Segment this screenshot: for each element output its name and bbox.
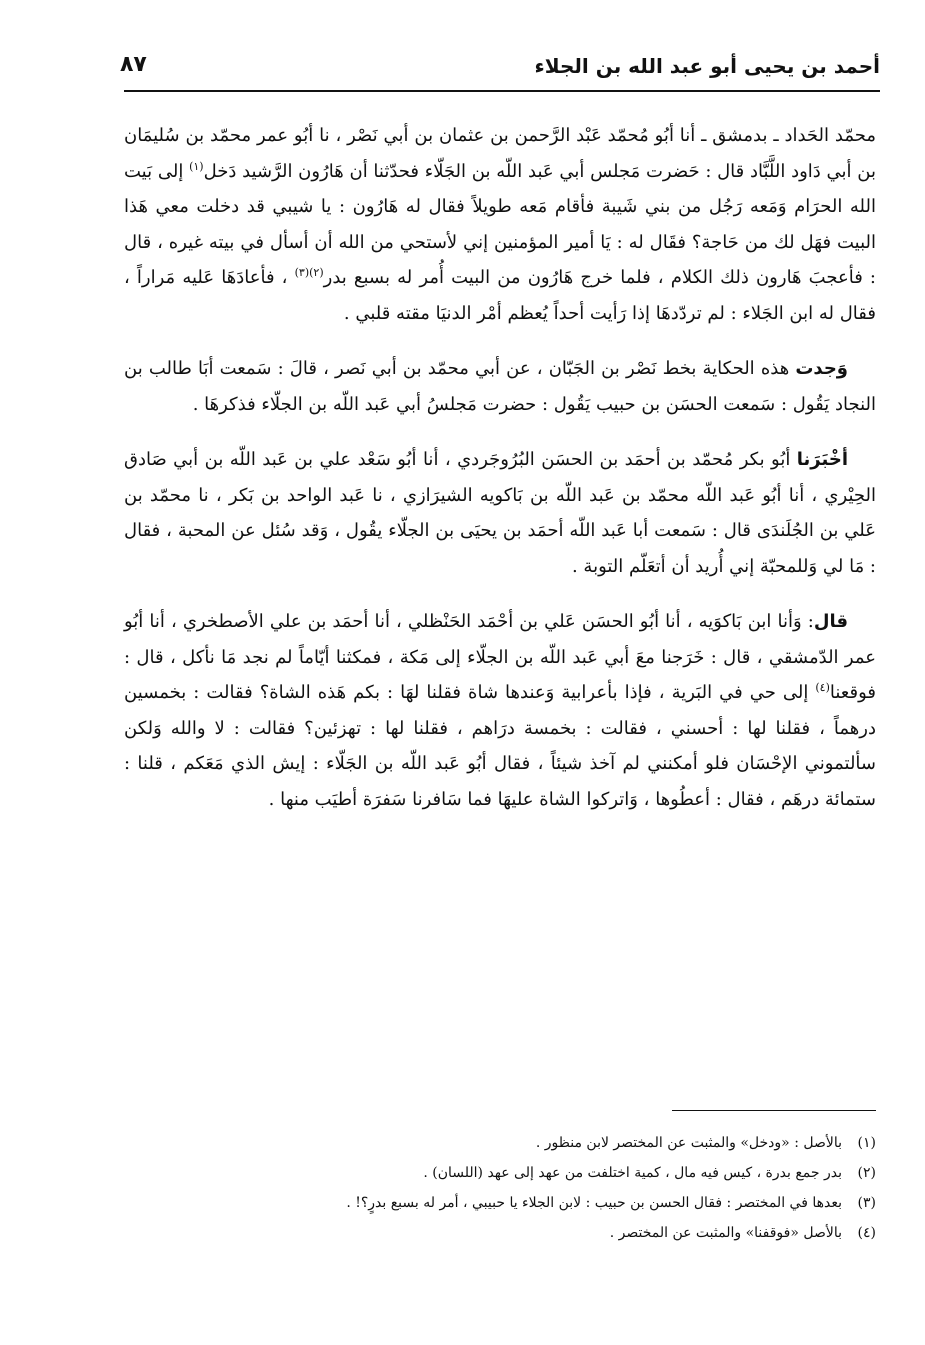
paragraph [124,351,876,422]
paragraph [124,442,876,584]
paragraph [124,118,876,331]
footnote [200,1218,876,1248]
page-number: ٨٧ [120,52,147,77]
footnote-text: بدر جمع بدرة ، كيس فيه مال ، كمية اختلفت من عهد إلى عهد (اللسان) . [423,1165,842,1181]
footnote-number: (٤) [857,1225,876,1241]
footnote-number: (٣) [857,1195,876,1211]
footnote-marker: (٤) [815,681,830,694]
paragraph [124,604,876,817]
footnote-number: (٢) [857,1165,876,1181]
footnote-marker: (١) [189,159,204,173]
paragraph-text: أبُو بكر مُحمّد بن أحمَد بن الحسَن البُرُوجَردي ، أنا أبُو سَعْد علي بن عَبد اللّه بن أبي صَادق الحِيْري ، أنا أبُو عَبد اللّه محمّد بن عَبد اللّه بن بَاكويه الشيرَازي ، نا عَبد الواحد بن بَكر ، نا محمّد بن عَلي بن الجُلَندَى قال : سَمعت أبا عَبد اللّه أحمَد بن يحيَى بن الجلّاء يقُول ، وَقد سُئل عن المحبة ، فقال : مَا لي وَللمحبّة إني أُريد أن أتعَلّم التوبة . [124,449,876,577]
paragraph-text: : وَأنا ابن بَاكوَيه ، أنا أبُو الحسَن عَلي بن أحْمَد الحَنْظلي ، أنا أحمَد بن علي الأصطخري ، أنا أبُو عمر الدّمشقي ، قال : خَرَجنا معَ أبي عَبد اللّه بن الجلّاء إلى مَكة ، فمكثنا أيّاماً لم نجد مَا نأكل ، قال : فوقعنا [124,611,876,703]
paragraph-text: إلى حي في البَرية ، فإذا بأعرابية وَعندها شاة فقلنا لهَا : بكم هَذه الشاة؟ فقالت : بخمسين درهماً ، فقلنا لها : أحسني ، فقالت : بخمسة درَاهم ، فقلنا لها : تهزئين؟ فقالت : لا والله وَلكن سألتموني الإحْسَان فلو أمكنني لم آخذ شيئاً ، فقال أبُو عَبد اللّه بن الجَلّاء : إيش الذي مَعَكم ، قلنا : ستمائة درهَم ، فقال : أعطُوها ، وَاتركوا الشاة عليهَا فما سَافرنا سَفرَة أطيَب منها . [124,682,876,810]
footnote-text: بالأصل : «ودخل» والمثبت عن المختصر لابن منظور . [535,1135,842,1151]
footnote [200,1128,876,1158]
page-header [120,46,880,92]
paragraph-lead-word: أخْبَرَنا [796,449,848,470]
footnote [200,1188,876,1218]
main-text [124,118,876,837]
footnote [200,1158,876,1188]
paragraph-lead-word: قال [813,611,848,632]
paragraph-text: هذه الحكاية بخط نَصْر بن الجَبّان ، عن أبي محمّد بن أبي نَصر ، قالَ : سَمعت أبَا طالب بن النجاد يَقُول : سَمعت الحسَن بن حبيب يَقُول : حضرت مَجلسُ أبي عَبد اللّه بن الجلّاء فذكرهَا . [124,358,876,415]
paragraph-text: محمّد الحَداد ـ بدمشق ـ أنا أبُو مُحمّد عَبْد الرَّحمن بن عثمان بن أبي نَصْر ، نا أبُو عمر محمّد بن سُليمَان بن أبي دَاود اللَّبَّاد قال : حَضرت مَجلس أبي عَبد اللّه بن الجَلّاء فحدّثنا أن هَارُون الرَّشيد دَخل [124,125,876,182]
footnote-marker: (٢)(٣) [294,266,324,279]
footnote-rule [672,1110,876,1111]
header-rule [124,90,880,92]
paragraph-text: ، فأعادَهَا عَليه مَراراً ، فقال له ابن الجَلاء : لم تردّدهَا إذا رَأيت أحداً يُعظم أمْر الدنيَا مقته قلبي . [124,267,876,324]
footnote-text: بالأصل «فوقفنا» والمثبت عن المختصر . [609,1225,842,1241]
running-title: أحمد بن يحيى أبو عبد الله بن الجلاء [534,54,880,78]
footnote-number: (١) [857,1135,876,1151]
footnotes [200,1128,876,1248]
footnote-text: بعدها في المختصر : فقال الحسن بن حبيب : لابن الجلاء يا حبيبي ، أمر له بسبع بدرٍ؟! . [346,1195,842,1211]
paragraph-lead-word: وَجدت [795,358,848,379]
paragraph-text: إلى بَيت الله الحرَام وَمَعه رَجُل من بني شَيبة فأقام مَعه طويلاً فقال له هَارُون : يا شيبي قد دخلت معي هَذا البيت فهَل لك من حَاجة؟ فقَال له : يَا أمير المؤمنين إني لأستحي من الله أن أسأل في بيته غيره ، قال : فأعجبَ هَارون ذلك الكلام ، فلما خرج هَارُون من البيت أُمر له بسبع بدر [124,160,876,288]
